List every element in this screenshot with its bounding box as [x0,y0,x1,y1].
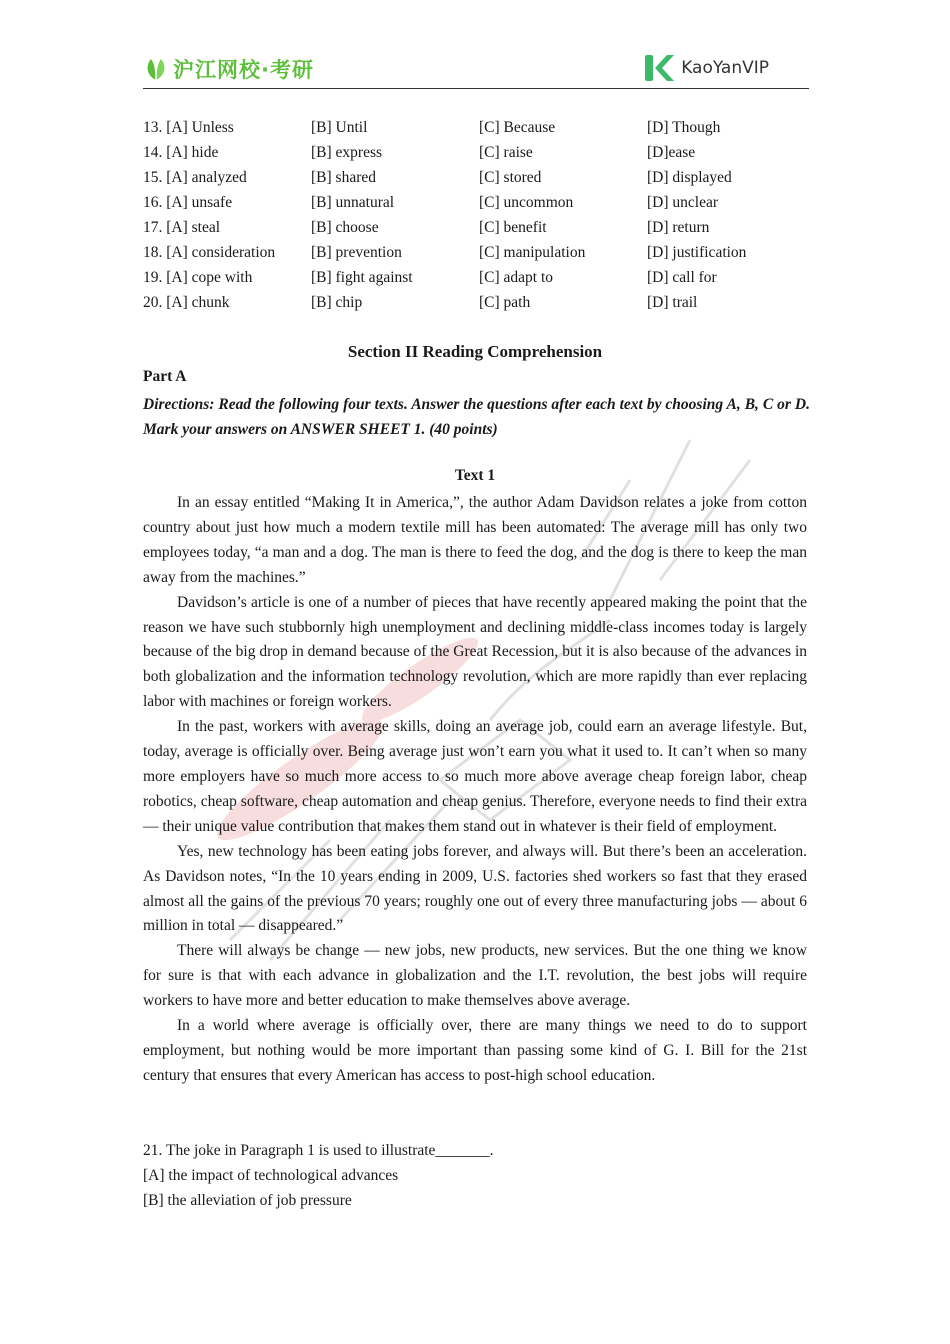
option-text: 18. [A] consideration [143,244,276,261]
part-label: Part A [143,368,187,385]
option-text: [B] shared [311,169,376,186]
option-text: [B] chip [311,294,363,311]
option-text: [C] stored [479,169,542,186]
option-row-13 [143,118,823,143]
text-title: Text 1 [454,467,496,484]
option-text: [D] return [647,219,710,236]
paragraph: Yes, new technology has been eating jobs forever, and always will. But there’s been an acceleration. As Davidson notes, “In the 10 years ending in 2009, U.S. factories shed workers so fast that they erased almost all the gains of the previous 70 years; roughly one out of every three manufacturing jobs — about 6 million in total — disappeared.” [143,842,807,935]
paragraph: In an essay entitled “Making It in America,”, the author Adam Davidson relates a joke from cotton country about just how much a modern textile mill has been automated: The average mill has only two employees today, “a man and a dog. The man is there to feed the dog, and the dog is there to keep the man away from the machines.” [143,494,807,586]
paragraph: In a world where average is officially over, there are many things we need to do to support employment, but nothing would be more important than passing some kind of G. I. Bill for the 21st century that ensures that every American has access to post-high school education. [143,1017,807,1084]
option-text: [C] uncommon [479,194,574,211]
kaoyanvip-logo [643,52,769,84]
option-text: [D] Though [647,119,721,136]
option-row-17 [143,218,823,243]
option-text: [D] call for [647,269,717,286]
reading-passage [143,491,807,1089]
answer-choice: [A] the impact of technological advances [143,1167,399,1184]
option-text: [B] express [311,144,383,161]
page-header [143,50,809,89]
hujiang-brand-text: 沪江网校·考研 [173,58,314,82]
option-text: 17. [A] steal [143,219,221,236]
option-text: [B] unnatural [311,194,395,211]
cloze-options [143,118,823,318]
option-text: [B] prevention [311,244,402,261]
option-text: [C] adapt to [479,269,554,286]
section-title: Section II Reading Comprehension [347,342,603,361]
question-stem: 21. The joke in Paragraph 1 is used to illustrate_______. [143,1142,494,1159]
option-text: [D] trail [647,294,698,311]
option-text: [D]ease [647,144,696,161]
option-text: [C] path [479,294,531,311]
question-21 [143,1138,807,1213]
option-text: [D] displayed [647,169,732,186]
option-row-15 [143,168,823,193]
option-text: 15. [A] analyzed [143,169,247,186]
option-row-16 [143,193,823,218]
option-text: [D] unclear [647,194,718,211]
option-text: [C] Because [479,119,556,136]
paragraph: In the past, workers with average skills, doing an average job, could earn an average lifestyle. But, today, average is officially over. Being average just won’t earn you what it used to. It can’t when so many more employers have so much more access to so much more above average cheap foreign labor, cheap robotics, cheap software, cheap automation and cheap genius. Therefore, everyone needs to find their extra — their unique value contribution that makes them stand out in whatever is their field of employment. [143,718,807,835]
option-text: [C] manipulation [479,244,586,261]
option-text: [B] choose [311,219,379,236]
option-text: [C] raise [479,144,533,161]
option-row-19 [143,268,823,293]
answer-choice: [B] the alleviation of job pressure [143,1192,352,1209]
option-row-14 [143,143,823,168]
option-text: [B] fight against [311,269,413,286]
option-text: 14. [A] hide [143,144,219,161]
directions: Directions: Read the following four texts. Answer the questions after each text by choosing A, B, C or D. Mark your answers on ANSWER SHEET 1. (40 points) [143,396,810,438]
k-logo-icon [643,52,675,84]
option-text: [C] benefit [479,219,547,236]
option-text: 19. [A] cope with [143,269,253,286]
leaf-icon [143,56,169,82]
kaoyanvip-brand-text: KaoYanVIP [681,58,769,78]
option-row-18 [143,243,823,268]
option-text: 20. [A] chunk [143,294,230,311]
option-text: [D] justification [647,244,747,261]
hujiang-logo [143,54,314,84]
option-row-20 [143,293,823,318]
paragraph: There will always be change — new jobs, new products, new services. But the one thing we know for sure is that with each advance in globalization and the I.T. revolution, the best jobs will require workers to have more and better education to make themselves above average. [143,942,807,1010]
option-text: 16. [A] unsafe [143,194,233,211]
option-text: [B] Until [311,119,368,136]
paragraph: Davidson’s article is one of a number of pieces that have recently appeared making the point that the reason we have such stubbornly high unemployment and declining middle-class incomes today is largely because of the big drop in demand because of the Great Recession, but it is also because of the advances in both globalization and the information technology revolution, which are more rapidly than ever replacing labor with machines or foreign workers. [143,593,807,711]
option-text: 13. [A] Unless [143,119,234,136]
